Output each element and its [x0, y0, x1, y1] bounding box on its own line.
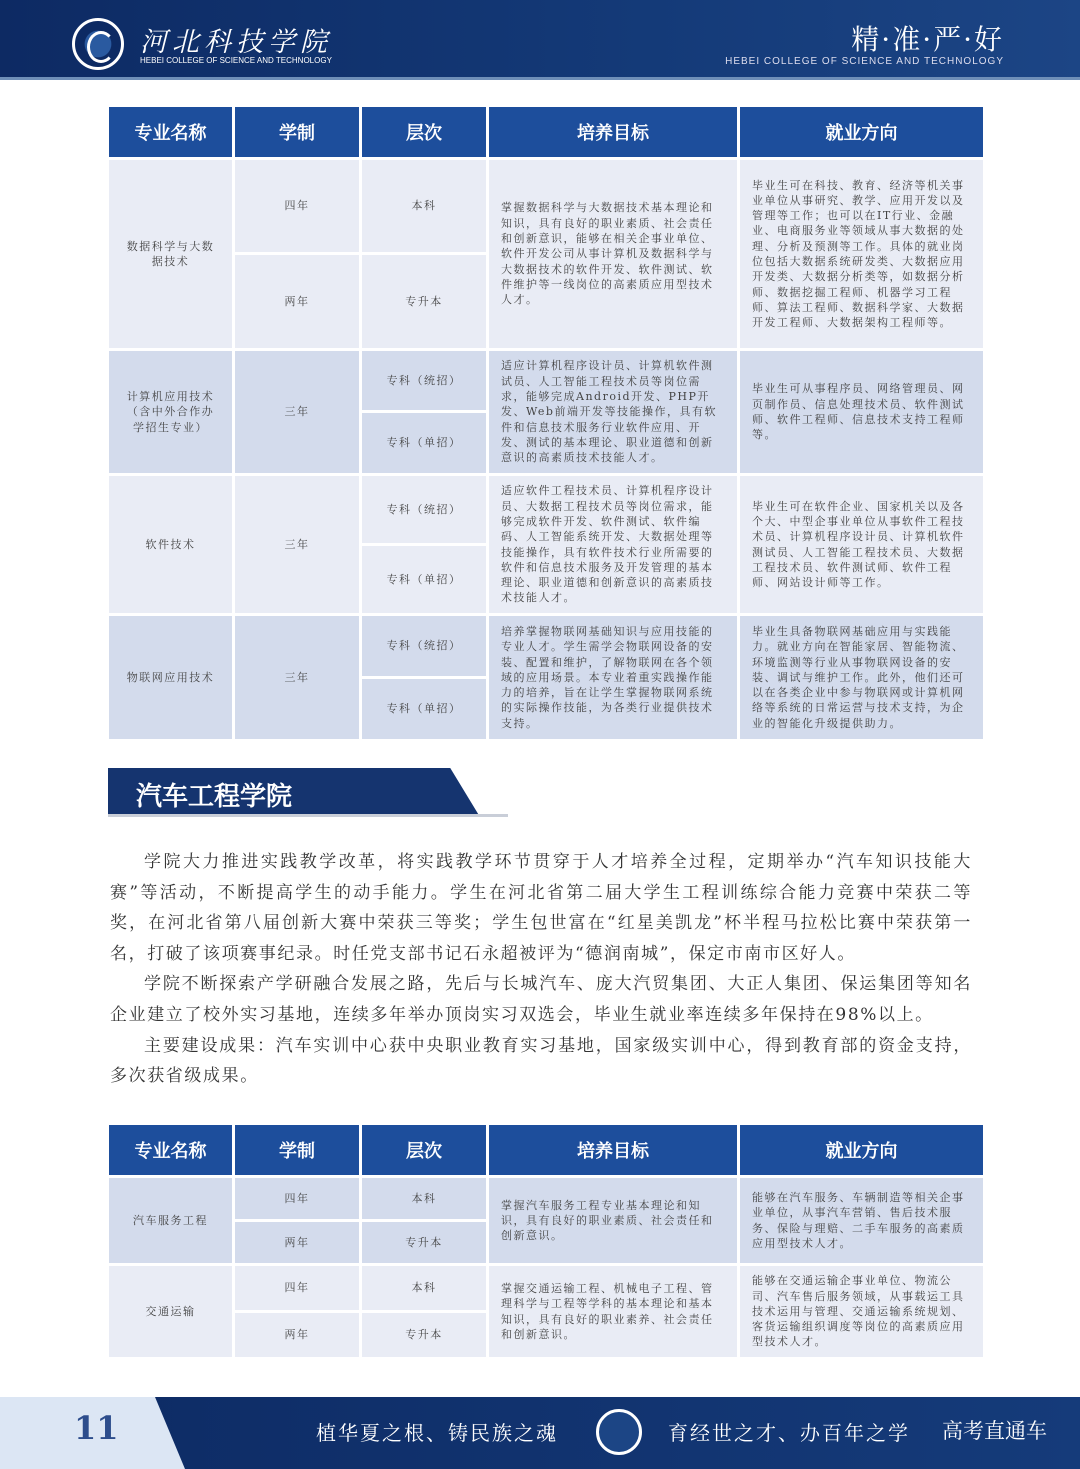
- career-direction: 毕业生可在科技、教育、经济等机关事业单位从事研究、教学、应用开发以及管理等工作；也可以在IT行业、金融业、电商服务业等领域从事大数据的处理、分析及预测等工作。具体的就业岗位包括大数据系统研发类、大数据应用开发类、大数据分析类等，如数据分析师、数据挖掘工程师、机器学习工程师、算法工程师、数据科学家、大数据开发工程师、大数据架构工程师等。: [740, 160, 983, 348]
- career-direction: 能够在交通运输企事业单位、物流公司、汽车售后服务领域，从事载运工具技术运用与管理、交通运输系统规划、客货运输组织调度等岗位的高素质应用型技术人才。: [740, 1266, 983, 1357]
- table-row: [109, 1266, 983, 1310]
- table-row: [109, 351, 983, 410]
- major-name: 物联网应用技术: [109, 616, 232, 739]
- slogan-right: 育经世之才、办百年之学: [668, 1421, 910, 1445]
- major-name: 汽车服务工程: [109, 1178, 232, 1263]
- page-footer: [0, 1397, 1080, 1469]
- section-underline: [108, 814, 508, 817]
- major-name: 数据科学与大数据技术: [109, 160, 232, 348]
- level: 专科（单招）: [362, 546, 486, 613]
- watermark-text: 高考直通车: [942, 1419, 1047, 1443]
- training-goal: 适应软件工程技术员、计算机程序设计员、大数据工程技术员等岗位需求，能够完成软件开发、软件测试、软件编码、人工智能系统开发、大数据处理等技能操作，具有软件技术行业所需要的软件和信息技术服务及开发管理的基本理论、职业道德和创新意识的高素质技术技能人才。: [489, 476, 737, 613]
- page-number: 11: [74, 1409, 119, 1447]
- table-row: [109, 476, 983, 543]
- col-header: 专业名称: [109, 107, 232, 157]
- col-header: 就业方向: [740, 107, 983, 157]
- years: 三年: [235, 351, 359, 473]
- paragraph: 主要建设成果：汽车实训中心获中央职业教育实习基地，国家级实训中心，得到教育部的资金支持，多次获省级成果。: [110, 1035, 972, 1087]
- college-name-cn: 河北科技学院: [140, 27, 332, 58]
- years: 两年: [235, 1222, 359, 1263]
- col-header: 层次: [362, 1125, 486, 1175]
- level: 专科（统招）: [362, 351, 486, 410]
- training-goal: 掌握交通运输工程、机械电子工程、管理科学与工程等学科的基本理论和基本知识，具有良好的职业素养、社会责任和创新意识。: [489, 1266, 737, 1357]
- col-header: 培养目标: [489, 1125, 737, 1175]
- training-goal: 掌握汽车服务工程专业基本理论和知识，具有良好的职业素质、社会责任和创新意识。: [489, 1178, 737, 1263]
- motto: 精·准·严·好: [851, 23, 1004, 56]
- table-row: [109, 160, 983, 252]
- col-header: 就业方向: [740, 1125, 983, 1175]
- level: 本科: [362, 1178, 486, 1219]
- page-header: [0, 0, 1080, 80]
- major-name: 软件技术: [109, 476, 232, 613]
- years: 四年: [235, 1178, 359, 1219]
- motto-en: HEBEI COLLEGE OF SCIENCE AND TECHNOLOGY: [725, 56, 1004, 67]
- table-row: [109, 1178, 983, 1219]
- majors-table-1: [106, 104, 986, 742]
- slogan-left: 植华夏之根、铸民族之魂: [316, 1421, 558, 1445]
- level: 专升本: [362, 255, 486, 348]
- level: 专升本: [362, 1313, 486, 1357]
- table-row: [109, 616, 983, 676]
- training-goal: 适应计算机程序设计员、计算机软件测试员、人工智能工程技术员等岗位需求，能够完成Android开发、PHP开发、Web前端开发等技能操作，具有软件和信息技术服务行业软件应用、开发、测试的基本理论、职业道德和创新意识的高素质技术技能人才。: [489, 351, 737, 473]
- paragraph: 学院不断探索产学研融合发展之路，先后与长城汽车、庞大汽贸集团、大正人集团、保运集团等知名企业建立了校外实习基地，连续多年举办顶岗实习双选会，毕业生就业率连续多年保持在98%以上。: [110, 974, 972, 1025]
- college-logo-icon: [72, 18, 124, 70]
- career-direction: 毕业生可从事程序员、网络管理员、网页制作员、信息处理技术员、软件测试师、软件工程师、信息技术支持工程师等。: [740, 351, 983, 473]
- years: 两年: [235, 255, 359, 348]
- col-header: 学制: [235, 107, 359, 157]
- level: 本科: [362, 160, 486, 252]
- major-name: 交通运输: [109, 1266, 232, 1357]
- years: 四年: [235, 1266, 359, 1310]
- col-header: 层次: [362, 107, 486, 157]
- paragraph: 学院大力推进实践教学改革，将实践教学环节贯穿于人才培养全过程，定期举办“汽车知识技能大赛”等活动，不断提高学生的动手能力。学生在河北省第二届大学生工程训练综合能力竞赛中荣获二等奖，在河北省第八届创新大赛中荣获三等奖；学生包世富在“红星美凯龙”杯半程马拉松比赛中荣获第一名，打破了该项赛事纪录。时任党支部书记石永超被评为“德润南城”，保定市南市区好人。: [110, 852, 972, 964]
- years: 两年: [235, 1313, 359, 1357]
- college-name-en: HEBEI COLLEGE OF SCIENCE AND TECHNOLOGY: [140, 56, 332, 65]
- level: 专科（统招）: [362, 616, 486, 676]
- career-direction: 毕业生可在软件企业、国家机关以及各个大、中型企事业单位从事软件工程技术员、计算机程序设计员、计算机软件测试员、人工智能工程技术员、大数据工程技术员、软件测试师、软件工程师、网站设计师等工作。: [740, 476, 983, 613]
- col-header: 培养目标: [489, 107, 737, 157]
- years: 三年: [235, 616, 359, 739]
- career-direction: 能够在汽车服务、车辆制造等相关企事业单位，从事汽车营销、售后技术服务、保险与理赔、二手车服务的高素质应用型技术人才。: [740, 1178, 983, 1263]
- level: 专科（统招）: [362, 476, 486, 543]
- level: 本科: [362, 1266, 486, 1310]
- major-name: 计算机应用技术（含中外合作办学招生专业）: [109, 351, 232, 473]
- training-goal: 掌握数据科学与大数据技术基本理论和知识，具有良好的职业素质、社会责任和创新意识，能够在相关企事业单位、软件开发公司从事计算机及数据科学与大数据技术的软件开发、软件测试、软件维护等一线岗位的高素质应用型技术人才。: [489, 160, 737, 348]
- col-header: 学制: [235, 1125, 359, 1175]
- level: 专科（单招）: [362, 679, 486, 739]
- career-direction: 毕业生具备物联网基础应用与实践能力。就业方向在智能家居、智能物流、环境监测等行业从事物联网设备的安装、调试与维护工作。此外，他们还可以在各类企业中参与物联网或计算机网络等系统的日常运营与技术支持，为企业的智能化升级提供助力。: [740, 616, 983, 739]
- section-body: [110, 847, 972, 1092]
- college-emblem-icon: [596, 1409, 642, 1455]
- majors-table-2: [106, 1122, 986, 1360]
- level: 专升本: [362, 1222, 486, 1263]
- col-header: 专业名称: [109, 1125, 232, 1175]
- years: 四年: [235, 160, 359, 252]
- years: 三年: [235, 476, 359, 613]
- training-goal: 培养掌握物联网基础知识与应用技能的专业人才。学生需学会物联网设备的安装、配置和维护，了解物联网在各个领域的应用场景。本专业着重实践操作能力的培养，旨在让学生掌握物联网系统的实际操作技能，为各类行业提供技术支持。: [489, 616, 737, 739]
- level: 专科（单招）: [362, 413, 486, 473]
- section-title: 汽车工程学院: [136, 782, 293, 812]
